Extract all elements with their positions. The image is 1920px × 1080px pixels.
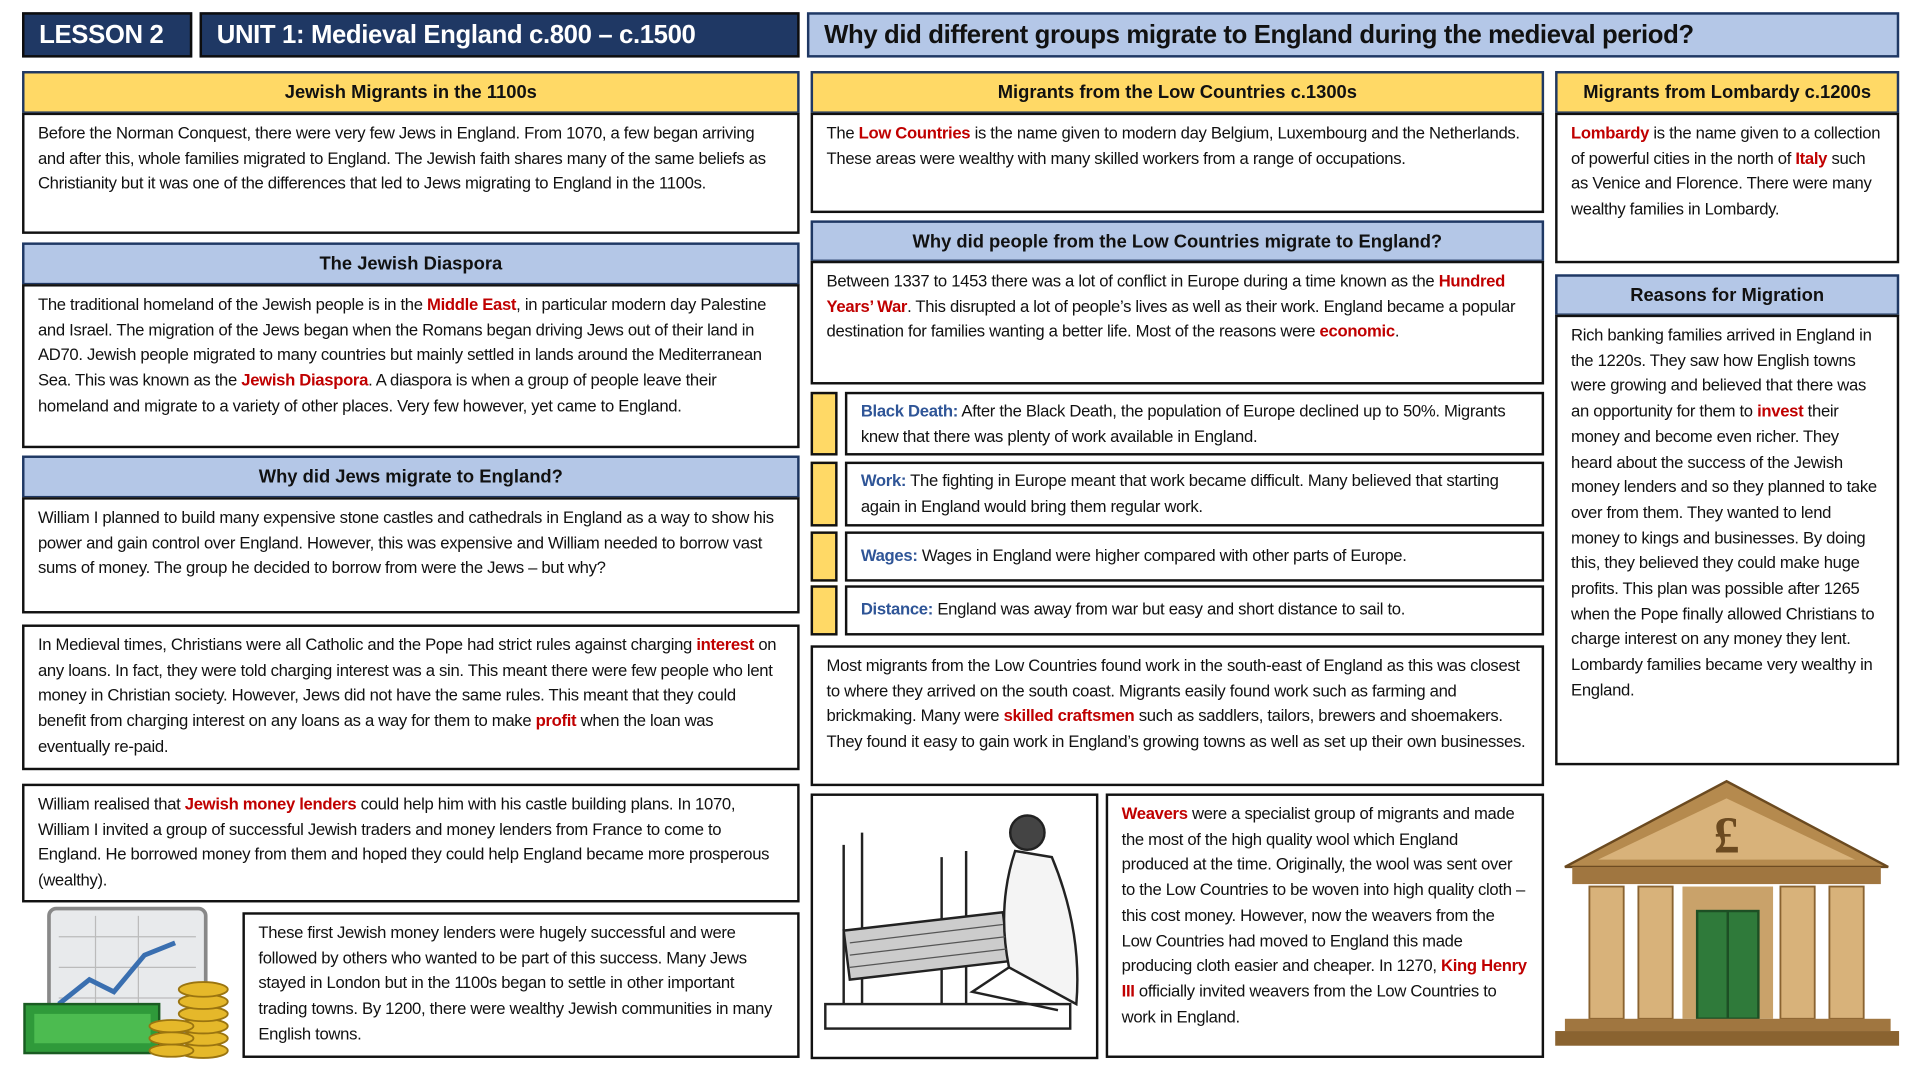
reason-tab [811,531,838,581]
reason-distance [845,585,1544,635]
text-segment: . This disrupted a lot of people’s lives as well as their work. England became a popular destination for families wanting a better life. Most of the reasons were [826,297,1516,341]
why-low-countries-text [811,261,1544,385]
text-segment: Before the Norman Conquest, there were very few Jews in England. From 1070, a few began arriving and after this, whole families migrated to England. The Jewish faith shares many of the same beliefs as Christianity but it was one of the differences that led to Jews migrating to England in the 1100s. [37,123,766,193]
bank-building-icon [1555,779,1899,1056]
jewish-migrants-text [22,113,800,234]
text-segment: England was away from war but easy and short distance to sail to. [933,600,1406,619]
reason-label: Wages: [860,546,918,565]
text-segment: The [826,123,859,143]
low-countries-text [811,113,1544,213]
text-segment: After the Black Death, the population of Europe declined up to 50%. Migrants knew that there was plenty of work available in England. [860,401,1506,446]
text-segment: were a specialist group of migrants and made the most of the high quality wool which England produced at the time. Originally, the wool was sent over to the Low Countries to be woven into high quality cloth – this cost money. However, now the weavers from the Low Countries had moved to England this made producing cloth easier and cheaper. In 1270, [1121,804,1525,975]
text-segment: when the loan was eventually re-paid. [37,711,714,756]
text-segment: such as Venice and Florence. There were many wealthy families in Lombardy. [1571,149,1872,219]
text-segment: . A diaspora is when a group of people leave their homeland and migrate to a variety of other places. Very few however, yet came to England. [37,371,717,415]
text-segment: their money and become even richer. They heard about the success of the Jewish money lenders and so they planned to take over from them. They wanted to lend money to kings and businesses. By doing this, they believed they could make huge profits. This plan was possible after 1265 when the Pope finally allowed Christians to charge interest on any money they lent. Lombardy families became very wealthy in England. [1571,401,1877,699]
text-segment: In Medieval times, Christians were all Catholic and the Pope had strict rules against charging [37,635,697,654]
reason-black-death [845,392,1544,456]
diaspora-heading: The Jewish Diaspora [22,242,800,285]
pound-sign: £ [1713,807,1740,865]
text-segment: Rich banking families arrived in England in the 1220s. They saw how English towns were growing and believed that there was an opportunity for them to [1571,325,1872,421]
lombardy-text [1555,113,1899,264]
weaver-loom-illustration [811,793,1099,1059]
low-countries-work-text [811,645,1544,786]
text-segment: on any loans. In fact, they were told charging interest was a sin. This meant there were few people who lent money in Christian society. However, Jews did not have the same rules. This meant that they could benefit from charging interest on any loans as a way for them to make [37,635,777,730]
reason-label: Work: [860,471,907,490]
text-segment: These first Jewish money lenders were hugely successful and were followed by others who wanted to be part of this success. Many Jews stayed in London but in the 1100s began to settle in other important trading towns. By 1200, there were wealthy Jewish communities in many English towns. [258,923,773,1044]
lesson-label: LESSON 2 [22,12,192,57]
key-term: Jewish money lenders [184,794,357,814]
text-segment: William realised that [37,794,185,814]
text-segment: could help him with his castle building plans. In 1070, William I invited a group of successful Jewish traders and money lenders from France to come to England. He borrowed money from them and hoped they could help England became more prosperous (wealthy). [37,794,770,890]
reason-work [845,462,1544,527]
key-term: invest [1757,401,1804,421]
key-term: Weavers [1121,804,1188,823]
text-segment: . [1394,322,1400,341]
key-term: profit [535,711,577,730]
reason-label: Black Death: [860,401,958,421]
why-jews-text [22,497,800,613]
interest-text [22,624,800,770]
text-segment: Wages in England were higher compared with other parts of Europe. [917,546,1407,565]
lesson-question: Why did different groups migrate to England during the medieval period? [807,12,1899,57]
weavers-text [1106,793,1544,1057]
reason-wages [845,531,1544,581]
key-term: Italy [1795,149,1828,168]
text-segment: Between 1337 to 1453 there was a lot of conflict in Europe during a time known as the [826,271,1439,291]
key-term: skilled craftsmen [1003,707,1135,726]
text-segment: William I planned to build many expensive stone castles and cathedrals in England as a way to show his power and gain control over England. However, this was expensive and William needed to borrow vast sums of money. The group he decided to borrow from were the Jews – but why? [37,508,774,578]
text-segment: is the name given to a collection of powerful cities in the north of [1571,123,1881,168]
diaspora-text [22,284,800,448]
low-countries-heading: Migrants from the Low Countries c.1300s [811,71,1544,114]
text-segment: officially invited weavers from the Low Countries to work in England. [1121,981,1497,1026]
reason-tab [811,585,838,635]
success-text [242,912,799,1058]
text-segment: is the name given to modern day Belgium, Luxembourg and the Netherlands. These areas were wealthy with many skilled workers from a range of occupations. [826,123,1520,168]
text-segment: The traditional homeland of the Jewish people is in the [37,295,428,314]
text-segment: The fighting in Europe meant that work became difficult. Many believed that starting again in England would bring them regular work. [860,471,1499,516]
text-segment: such as saddlers, tailors, brewers and shoemakers. They found it easy to gain work in England’s growing towns as well as set up their own businesses. [826,707,1526,751]
money-chart-illustration [22,906,233,1059]
lombardy-heading: Migrants from Lombardy c.1200s [1555,71,1899,114]
unit-title: UNIT 1: Medieval England c.800 – c.1500 [200,12,800,57]
key-term: King Henry III [1121,956,1527,1001]
key-term: interest [696,635,755,654]
jewish-migrants-heading: Jewish Migrants in the 1100s [22,71,800,114]
reasons-migration-heading: Reasons for Migration [1555,274,1899,316]
reason-tab [811,462,838,527]
key-term: Jewish Diaspora [241,371,369,390]
why-low-countries-heading: Why did people from the Low Countries migrate to England? [811,220,1544,262]
lenders-text [22,784,800,903]
reason-label: Distance: [860,600,934,619]
key-term: economic [1319,322,1395,341]
text-segment: Most migrants from the Low Countries found work in the south-east of England as this was closest to where they arrived on the south coast. Migrants easily found work such as farming and brickmaking. Many were [826,656,1520,726]
key-term: Hundred Years’ War [826,271,1505,316]
key-term: Low Countries [858,123,971,143]
reason-tab [811,392,838,456]
text-segment: , in particular modern day Palestine and Israel. The migration of the Jews began when the Romans began driving Jews out of their land in AD70. Jewish people migrated to many countries but mainly settled in lands around the Mediterranean Sea. This was known as the [37,295,767,390]
key-term: Middle East [427,295,517,314]
why-jews-heading: Why did Jews migrate to England? [22,456,800,499]
reasons-migration-text [1555,315,1899,766]
key-term: Lombardy [1571,123,1650,143]
